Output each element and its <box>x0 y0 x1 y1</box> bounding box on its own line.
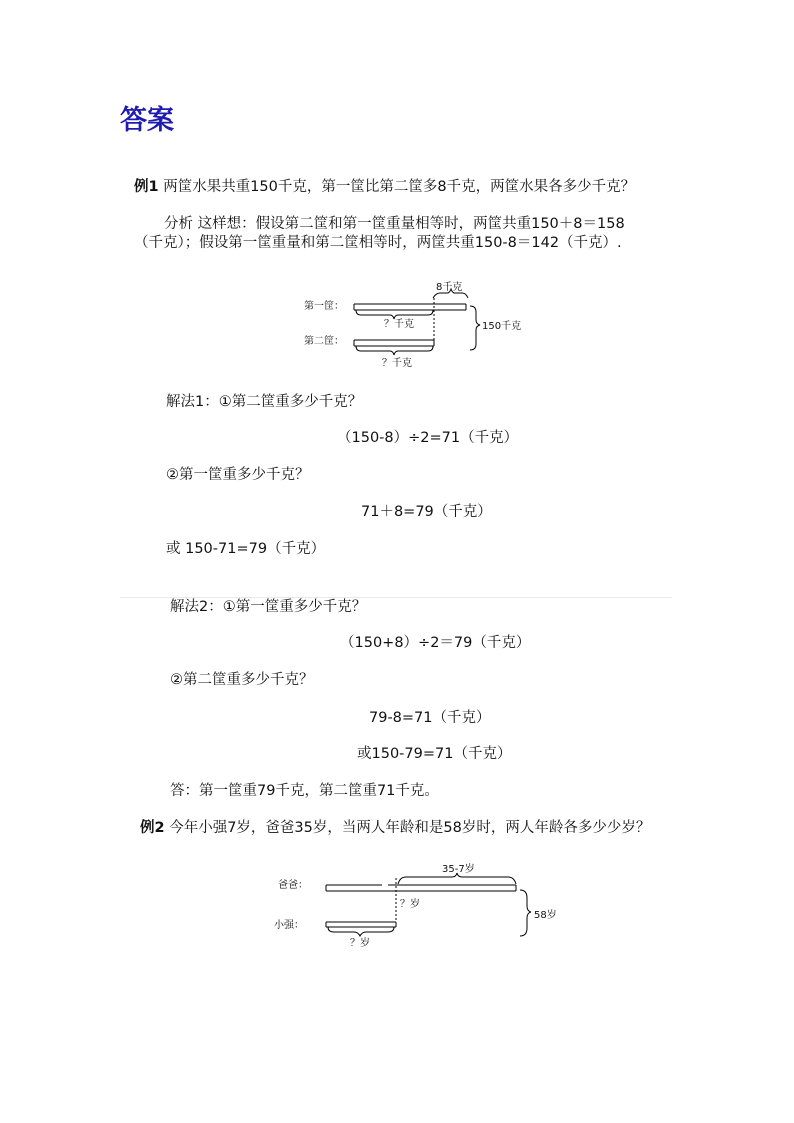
example1-question-text: 两筐水果共重150千克，第一筐比第二筐多8千克，两筐水果各多少千克？ <box>163 179 636 195</box>
diagram1-row2-bar <box>354 340 434 346</box>
diagram1-row2-brace <box>356 346 433 355</box>
diagram2-q2-label: ？岁 <box>350 938 370 949</box>
diagram1-q1-label: ？千克 <box>384 319 414 330</box>
example2-diagram <box>270 856 570 956</box>
diagram2-row2-label: 小强： <box>274 920 304 931</box>
diagram1-extra-label: 8千克 <box>436 282 463 293</box>
diagram1-q2-label: ？千克 <box>382 358 412 369</box>
example2-question-text: 今年小强7岁，爸爸35岁，当两人年龄和是58岁时，两人年龄各多少少岁？ <box>169 820 651 836</box>
example1-diagram <box>296 276 536 376</box>
method1-alternative: 或 150-71=79（千克） <box>166 541 326 557</box>
method1-title: 解法1：①第二筐重多少千克？ <box>166 394 363 410</box>
diagram2-total-brace <box>520 890 531 936</box>
example1-analysis-line2: （千克）；假设第一筐重量和第二筐相等时，两筐共重150-8＝142（千克）. <box>134 235 622 251</box>
method2-alternative: 或150-79=71（千克） <box>357 746 512 762</box>
method2-title: 解法2：①第一筐重多少千克？ <box>170 599 367 615</box>
diagram2-row1-bar <box>326 885 516 891</box>
method1-question2: ②第一筐重多少千克？ <box>166 467 310 483</box>
page-title: 答案 <box>120 105 174 136</box>
example1-question <box>134 178 635 196</box>
diagram2-q1-label: ？岁 <box>400 899 420 910</box>
diagram1-total-brace <box>470 306 480 350</box>
method1-equation2: 71＋8=79（千克） <box>361 504 492 520</box>
method2-equation1: （150+8）÷2＝79（千克） <box>340 635 531 651</box>
diagram2-row2-bar <box>326 922 396 927</box>
diagram1-row2-label: 第二筐： <box>304 336 344 347</box>
diagram1-row1-label: 第一筐： <box>304 301 344 312</box>
method2-equation2: 79-8=71（千克） <box>369 710 491 726</box>
example2-label: 例2 <box>140 820 165 836</box>
example2-question <box>140 819 650 837</box>
method1-equation1: （150-8）÷2=71（千克） <box>337 430 519 446</box>
diagram2-diff-label: 35-7岁 <box>442 864 475 875</box>
example1-answer: 答：第一筐重79千克，第二筐重71千克。 <box>170 783 439 799</box>
method2-question2: ②第二筐重多少千克？ <box>170 672 314 688</box>
diagram2-row2-brace <box>328 927 394 936</box>
example1-analysis-line1: 分析 这样想：假设第二筐和第一筐重量相等时，两筐共重150＋8＝158 <box>164 216 625 232</box>
diagram1-row1-brace <box>356 310 433 319</box>
diagram1-total-label: 150千克 <box>482 321 522 332</box>
diagram1-row1-bar <box>354 304 466 310</box>
diagram2-total-label: 58岁 <box>534 910 557 921</box>
diagram2-row1-label: 爸爸： <box>278 880 308 891</box>
example1-label: 例1 <box>134 179 159 195</box>
